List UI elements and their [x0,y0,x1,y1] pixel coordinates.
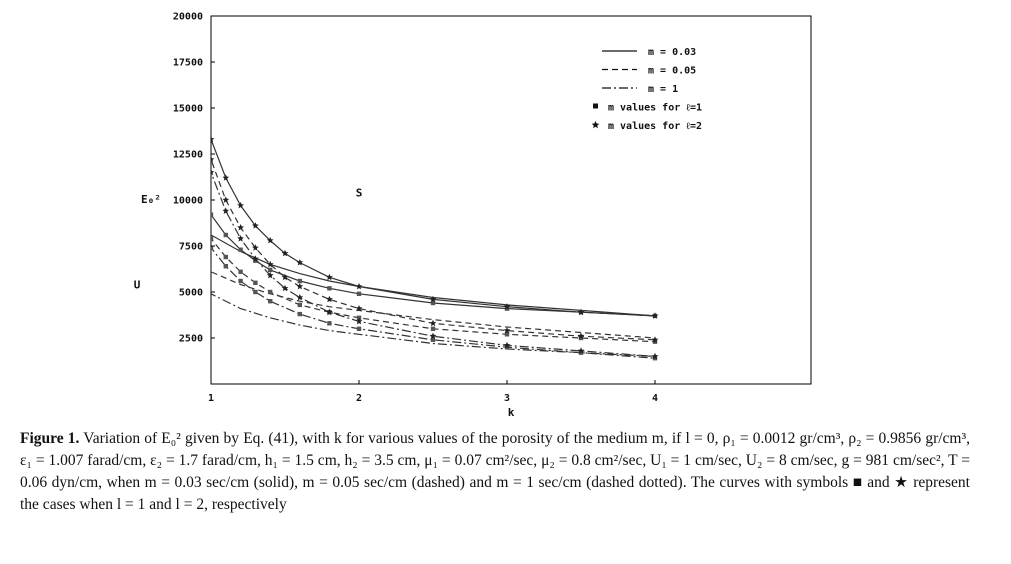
square-marker [194,185,198,189]
square-marker [147,14,151,18]
square-marker [157,73,161,77]
star-marker [326,274,333,281]
square-marker [209,236,213,240]
star-marker [356,283,363,290]
legend-entry-label: m values for ℓ=1 [608,102,703,114]
square-marker [298,312,302,316]
star-marker [356,318,363,325]
square-marker [209,213,213,217]
caption-text: Variation of E₀² given by Eq. (41), with k for various values of the porosity of the medium m, if l = 0, ρ₁ = 0.0012 gr/cm³, ρ₂ = 0.9856 gr/cm³, ε₁ = 1.007 farad/cm, ε₂ = 1.7 farad/cm, h₁ = 1.5 cm, h₂ = 3.5 cm, μ₁ = 0.07 cm²/sec, μ₂ = 0.8 cm²/sec, U₁ = 1 cm/sec, U₂ = 8 cm/sec, g = 981 cm/sec², T = 0.06 dyn/cm, when m = 0.03 sec/cm (solid), m = 0.05 sec/cm (dashed) and m = 1 sec/cm (dashed dotted). The curves with symbols ■ and ★ represent the cases when l = 1 and l = 2, respectively [20,430,970,513]
square-marker [238,279,242,283]
star-marker [296,294,303,301]
y-axis-label: E₀² [141,193,161,206]
star-marker [296,283,303,290]
legend-entry-label: m = 0.05 [648,65,697,77]
series-line-l2-m0_05 [180,16,655,340]
square-marker [194,211,198,215]
figure-caption [20,428,970,516]
square-marker [431,327,435,331]
y-tick-label: 2500 [178,333,203,345]
square-marker [164,91,168,95]
square-marker [172,161,176,165]
y-tick-label: 20000 [172,11,203,23]
y-tick-label: 5000 [178,287,203,299]
y-tick-label: 17500 [172,57,203,69]
square-marker [357,327,361,331]
star-marker [222,196,229,203]
star-marker [193,115,200,122]
legend-entry-label: m = 1 [648,84,679,95]
star-marker [222,174,229,181]
x-tick-label: 1 [207,393,215,404]
legend-entry-label: m values for ℓ=2 [608,121,703,132]
square-marker [161,115,165,119]
square-marker [298,279,302,283]
ticks-group [173,12,658,405]
markers-group [147,12,659,360]
region-labels-group [134,186,363,291]
square-marker [224,233,228,237]
square-marker [238,248,242,252]
y-tick-label: 12500 [172,149,203,161]
square-marker [327,321,331,325]
square-marker [357,292,361,296]
y-tick-label: 10000 [172,195,203,207]
square-marker [253,281,257,285]
square-marker [327,286,331,290]
series-line-l2-m1 [177,16,655,356]
square-marker [148,14,152,18]
caption-label: Figure 1. [20,430,80,447]
square-marker [150,14,154,18]
square-marker [179,170,183,174]
square-marker [298,303,302,307]
square-marker [268,299,272,303]
square-marker [164,113,168,117]
region-label-s: S [355,186,363,200]
star-marker [237,235,244,242]
legend [592,47,702,132]
x-tick-label: 4 [651,393,659,404]
x-axis-label: k [507,406,515,419]
series-line-l1-m1 [149,16,655,358]
series-line-l1-m0_03 [152,16,655,316]
region-label-u: U [133,278,141,292]
square-marker [157,54,161,58]
star-marker [430,320,437,327]
square-marker [224,255,228,259]
x-tick-label: 2 [355,393,363,404]
y-tick-label: 7500 [178,241,203,253]
square-marker [268,268,272,272]
square-marker [153,60,157,64]
square-marker [268,290,272,294]
x-tick-label: 3 [503,393,511,404]
plot-frame [211,16,811,384]
star-marker [222,207,229,214]
y-tick-label: 15000 [172,103,203,115]
star-marker [296,259,303,266]
legend-square-swatch [593,104,598,109]
square-marker [224,264,228,268]
star-marker [326,296,333,303]
star-marker [237,224,244,231]
series-line-l2-m0_03 [184,16,655,316]
legend-entry-label: m = 0.03 [648,47,697,58]
star-marker [237,202,244,209]
legend-star-swatch [592,121,600,128]
square-marker [253,290,257,294]
square-marker [238,270,242,274]
